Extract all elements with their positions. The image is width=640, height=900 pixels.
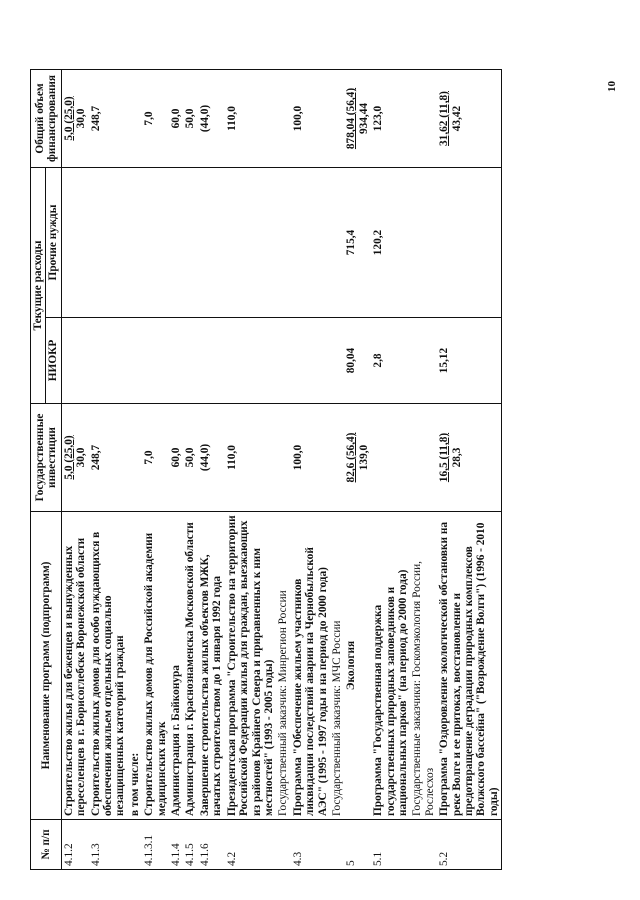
niokr-cell xyxy=(183,318,197,404)
program-name: Завершение строительства жилых объектов МЖК, начатых строительством до 1 января 1992 года xyxy=(198,512,225,820)
other-needs-cell xyxy=(169,168,183,318)
other-needs-cell xyxy=(437,168,502,318)
total-cell xyxy=(89,70,128,168)
investments-cell-value: 16,5 (11,8) xyxy=(438,432,451,483)
row-number: 4.3 xyxy=(291,820,330,870)
total-cell-value: 60,0 xyxy=(170,108,183,129)
row-number: 4.1.3 xyxy=(89,820,128,870)
total-cell xyxy=(225,70,277,168)
niokr-cell xyxy=(225,318,277,404)
row-number: 4.1.3.1 xyxy=(142,820,169,870)
program-name: Строительство жилых домов для особо нуждающихся в обеспечении жильем отдельных социально незащищенных категорий граждан xyxy=(89,512,128,820)
row-number: 4.1.2 xyxy=(61,820,88,870)
table-row xyxy=(344,70,371,870)
table-row xyxy=(142,70,169,870)
investments-cell xyxy=(371,404,410,512)
header-current-expenses: Текущие расходы xyxy=(31,168,46,404)
niokr-cell xyxy=(169,318,183,404)
program-name: Строительство жилых домов для Российской академии медицинских наук xyxy=(142,512,169,820)
investments-cell xyxy=(183,404,197,512)
total-cell-value-alt: 934,44 xyxy=(357,102,370,135)
investments-cell-value: (44,0) xyxy=(198,443,211,472)
investments-cell-value: 60,0 xyxy=(170,447,183,468)
header-name: Наименование программ (подпрограмм) xyxy=(31,512,62,820)
other-needs-cell xyxy=(330,168,344,318)
niokr-cell: 2,8 xyxy=(371,318,410,404)
investments-cell-value: 110,0 xyxy=(225,445,238,470)
total-cell-value: 110,0 xyxy=(225,106,238,131)
other-needs-cell xyxy=(142,168,169,318)
row-number: 4.1.4 xyxy=(169,820,183,870)
table-row xyxy=(89,70,128,870)
table-row xyxy=(437,70,502,870)
investments-cell xyxy=(142,404,169,512)
niokr-cell xyxy=(410,318,437,404)
financing-table xyxy=(30,69,502,870)
investments-cell xyxy=(410,404,437,512)
row-number xyxy=(330,820,344,870)
investments-cell-value: 248,7 xyxy=(89,444,102,471)
investments-cell xyxy=(128,404,142,512)
other-needs-cell xyxy=(276,168,290,318)
row-number xyxy=(410,820,437,870)
niokr-cell xyxy=(198,318,225,404)
investments-cell xyxy=(169,404,183,512)
other-needs-cell xyxy=(61,168,88,318)
other-needs-cell: 120,2 xyxy=(371,168,410,318)
niokr-cell xyxy=(276,318,290,404)
program-name: Администрация г. Байконура xyxy=(169,512,183,820)
total-cell-value: 7,0 xyxy=(143,111,156,126)
table-row xyxy=(291,70,330,870)
investments-cell-value-alt: 28,3 xyxy=(450,447,463,468)
table-row xyxy=(128,70,142,870)
total-cell-value: 100,0 xyxy=(291,105,304,132)
other-needs-cell xyxy=(89,168,128,318)
total-cell-value: (44,0) xyxy=(198,104,211,133)
niokr-cell xyxy=(330,318,344,404)
niokr-cell: 15,12 xyxy=(437,318,502,404)
investments-cell-value: 7,0 xyxy=(143,450,156,465)
investments-cell xyxy=(225,404,277,512)
program-name: Администрация г. Краснознаменска Московской области xyxy=(183,512,197,820)
total-cell-value: 878,04 (56,4) xyxy=(345,87,358,150)
investments-cell-value: 100,0 xyxy=(291,444,304,471)
table-row xyxy=(183,70,197,870)
row-number xyxy=(276,820,290,870)
row-number: 5.2 xyxy=(437,820,502,870)
total-cell-value: 248,7 xyxy=(89,105,102,132)
header-investments: Государственные инвестиции xyxy=(31,404,62,512)
program-name: в том числе: xyxy=(128,512,142,820)
header-num: № п/п xyxy=(31,820,62,870)
program-name: Государственные заказчики: Госкомэкология России, Рослесхоз xyxy=(410,512,437,820)
header-total: Общий объем финансирования xyxy=(31,70,62,168)
other-needs-cell: 715,4 xyxy=(344,168,371,318)
niokr-cell xyxy=(142,318,169,404)
total-cell-value-alt: 43,42 xyxy=(450,105,463,132)
investments-cell-value: 82,6 (56,4) xyxy=(345,432,358,483)
niokr-cell xyxy=(291,318,330,404)
total-cell xyxy=(128,70,142,168)
table-row xyxy=(410,70,437,870)
investments-cell-value-alt: 139,0 xyxy=(357,444,370,471)
investments-cell-value: 50,0 xyxy=(184,447,197,468)
table-row xyxy=(198,70,225,870)
investments-cell xyxy=(291,404,330,512)
row-number: 5.1 xyxy=(371,820,410,870)
investments-cell xyxy=(330,404,344,512)
program-name: Экология xyxy=(344,512,371,820)
table-row xyxy=(276,70,290,870)
program-name: Программа "Оздоровление экологической обстановки на реке Волге и ее притоках, восстановление и предотвращение деградации природных комплексов Волжского бассейна" ("Возрождение Волги") (1996 - 2010 годы) xyxy=(437,512,502,820)
program-name: Президентская программа "Строительство на территории Российской Федерации жилья для граждан, выезжающих из районов Крайнего Севера и приравненных к ним местностей" (1993 - 2005 годы) xyxy=(225,512,277,820)
total-cell xyxy=(142,70,169,168)
row-number: 4.1.6 xyxy=(198,820,225,870)
investments-cell xyxy=(89,404,128,512)
header-other: Прочие нужды xyxy=(46,168,61,318)
program-name: Строительство жилья для беженцев и вынужденных переселенцев в г. Борисоглебске Воронежской области xyxy=(61,512,88,820)
row-number: 5 xyxy=(344,820,371,870)
niokr-cell xyxy=(89,318,128,404)
page-number: 10 xyxy=(606,81,618,92)
row-number: 4.2 xyxy=(225,820,277,870)
niokr-cell xyxy=(128,318,142,404)
total-cell xyxy=(410,70,437,168)
program-name: Программа "Обеспечение жильем участников ликвидации последствий аварии на Чернобыльской АЭС" (1995 - 1997 годы и на период до 2000 года) xyxy=(291,512,330,820)
row-number xyxy=(128,820,142,870)
total-cell xyxy=(169,70,183,168)
niokr-cell xyxy=(61,318,88,404)
niokr-cell: 80,04 xyxy=(344,318,371,404)
program-name: Программа "Государственная поддержка государственных природных заповедников и национальных парков" (на период до 2000 года) xyxy=(371,512,410,820)
total-cell-value: 31,62 (11,8) xyxy=(438,91,451,146)
other-needs-cell xyxy=(410,168,437,318)
other-needs-cell xyxy=(225,168,277,318)
investments-cell-value: 5,0 (25,0) xyxy=(62,435,75,480)
total-cell-value-alt: 30,0 xyxy=(75,108,88,129)
other-needs-cell xyxy=(291,168,330,318)
total-cell xyxy=(330,70,344,168)
header-niokr: НИОКР xyxy=(46,318,61,404)
table-row xyxy=(225,70,277,870)
other-needs-cell xyxy=(198,168,225,318)
total-cell-value: 50,0 xyxy=(184,108,197,129)
total-cell-value: 123,0 xyxy=(372,105,385,132)
other-needs-cell xyxy=(183,168,197,318)
total-cell xyxy=(61,70,88,168)
program-name: Государственный заказчик: МЧС России xyxy=(330,512,344,820)
total-cell xyxy=(183,70,197,168)
total-cell-value: 5,0 (25,0) xyxy=(62,96,75,141)
table-row xyxy=(330,70,344,870)
program-name: Государственный заказчик: Минрегион России xyxy=(276,512,290,820)
total-cell xyxy=(344,70,371,168)
investments-cell xyxy=(61,404,88,512)
investments-cell xyxy=(276,404,290,512)
total-cell xyxy=(198,70,225,168)
table-row xyxy=(169,70,183,870)
table-row xyxy=(61,70,88,870)
row-number: 4.1.5 xyxy=(183,820,197,870)
investments-cell xyxy=(437,404,502,512)
investments-cell xyxy=(344,404,371,512)
table-body xyxy=(61,70,501,870)
table-row xyxy=(371,70,410,870)
total-cell xyxy=(291,70,330,168)
total-cell xyxy=(371,70,410,168)
investments-cell xyxy=(198,404,225,512)
other-needs-cell xyxy=(128,168,142,318)
total-cell xyxy=(437,70,502,168)
total-cell xyxy=(276,70,290,168)
investments-cell-value-alt: 30,0 xyxy=(75,447,88,468)
